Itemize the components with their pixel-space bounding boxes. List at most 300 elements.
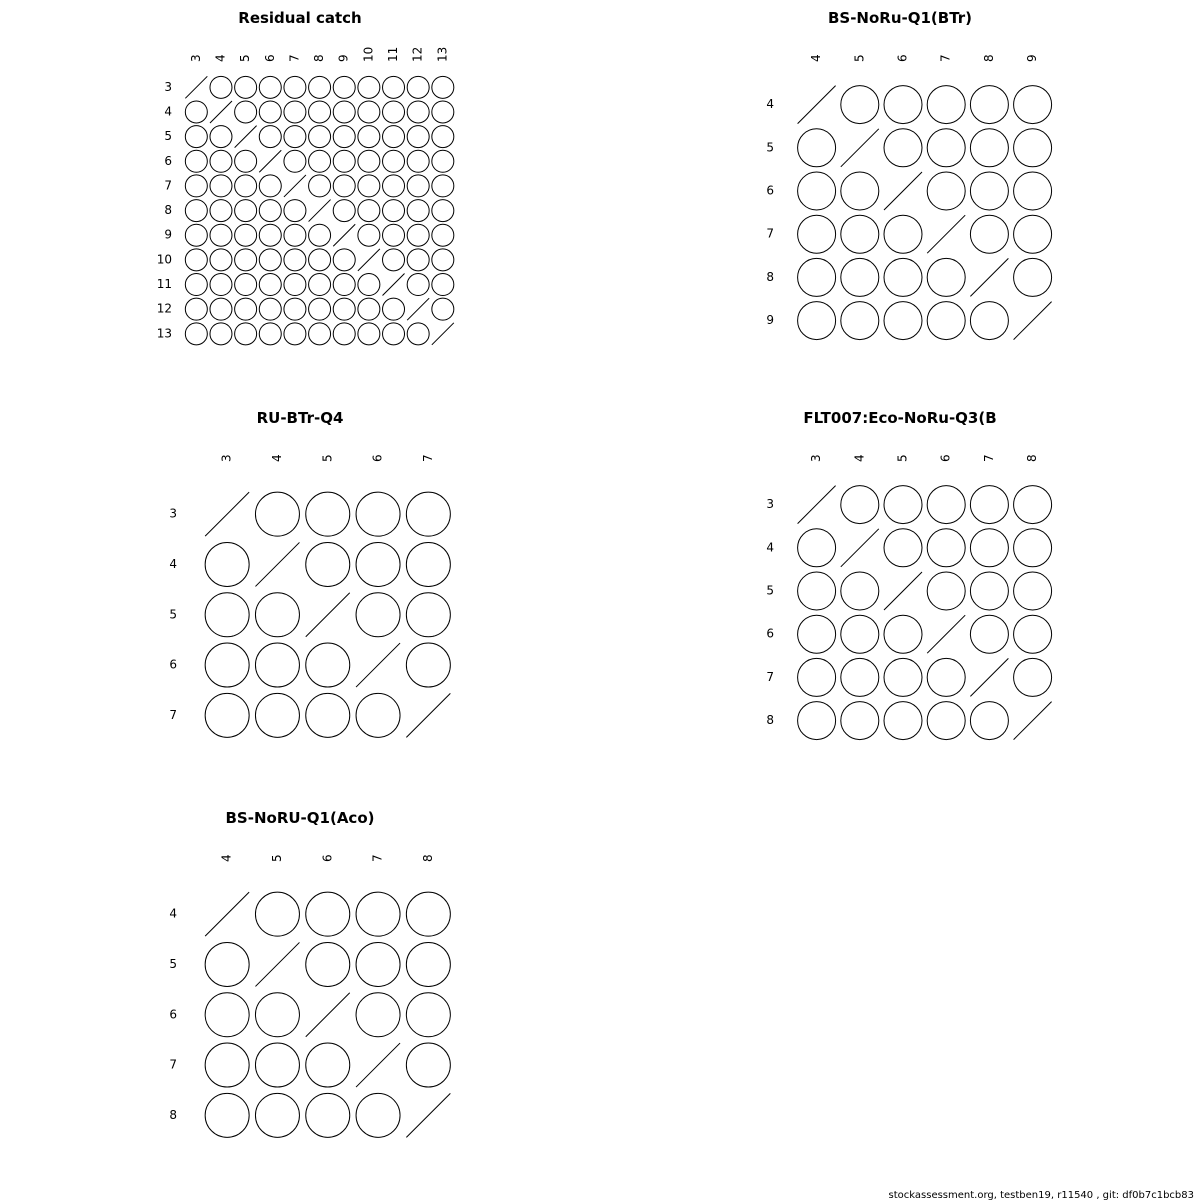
correlation-circle-mark [383, 249, 405, 271]
correlation-circle-mark [884, 615, 922, 653]
correlation-circle-mark [406, 892, 450, 936]
row-tick-label: 9 [164, 227, 172, 242]
correlation-circle-mark [333, 76, 355, 98]
correlation-circle-mark [235, 249, 257, 271]
correlation-circle-mark [841, 702, 879, 740]
row-tick-label: 13 [156, 326, 172, 341]
correlation-circle-mark [884, 215, 922, 253]
correlation-circle-mark [259, 224, 281, 246]
correlation-circle-mark [432, 224, 454, 246]
correlation-circle-mark [235, 175, 257, 197]
correlation-circle-mark [841, 302, 879, 340]
diagonal-slash-mark [841, 129, 879, 167]
row-tick-label: 10 [156, 252, 172, 267]
diagonal-slash-mark [333, 224, 355, 246]
row-tick-label: 7 [169, 1057, 177, 1072]
row-tick-label: 4 [164, 104, 172, 119]
correlation-circle-mark [841, 615, 879, 653]
correlation-circle-mark [259, 249, 281, 271]
correlation-circle-mark [210, 76, 232, 98]
row-tick-label: 5 [169, 956, 177, 971]
correlation-circle-mark [841, 658, 879, 696]
correlation-circle-mark [205, 693, 249, 737]
correlation-circle-mark [210, 224, 232, 246]
correlation-circle-mark [235, 298, 257, 320]
column-tick-label: 5 [320, 454, 335, 462]
correlation-circle-mark [235, 150, 257, 172]
correlation-circle-mark [841, 215, 879, 253]
correlation-circle-mark [432, 274, 454, 296]
correlation-circle-mark [309, 274, 331, 296]
correlation-circle-mark [407, 101, 429, 123]
correlation-circle-mark [309, 175, 331, 197]
correlation-circle-mark [358, 224, 380, 246]
correlation-circle-mark [185, 274, 207, 296]
row-tick-label: 6 [766, 626, 774, 641]
column-tick-label: 6 [262, 54, 277, 62]
correlation-circle-mark [407, 274, 429, 296]
correlation-circle-mark [205, 1093, 249, 1137]
correlation-circle-mark [432, 76, 454, 98]
row-tick-label: 8 [766, 713, 774, 728]
correlation-circle-mark [309, 150, 331, 172]
correlation-circle-mark [407, 200, 429, 222]
correlation-circle-mark [255, 643, 299, 687]
correlation-circle-mark [235, 224, 257, 246]
diagonal-slash-mark [970, 658, 1008, 696]
row-tick-label: 5 [169, 607, 177, 622]
correlation-circle-mark [970, 572, 1008, 610]
correlation-circle-mark [259, 298, 281, 320]
diagonal-slash-mark [306, 993, 350, 1037]
correlation-circle-mark [432, 200, 454, 222]
column-tick-label: 6 [320, 854, 335, 862]
correlation-circle-mark [185, 200, 207, 222]
correlation-circle-mark [205, 593, 249, 637]
correlation-circle-mark [235, 323, 257, 345]
correlation-panel-2 [766, 9, 1051, 340]
correlation-circle-mark [927, 86, 965, 124]
correlation-circle-mark [970, 529, 1008, 567]
correlation-circle-mark [798, 529, 836, 567]
correlation-circle-mark [185, 249, 207, 271]
correlation-circle-mark [927, 658, 965, 696]
diagonal-slash-mark [884, 172, 922, 210]
correlation-circle-mark [259, 323, 281, 345]
column-tick-label: 3 [219, 454, 234, 462]
correlation-circle-mark [185, 323, 207, 345]
row-tick-label: 6 [169, 657, 177, 672]
correlation-circle-mark [432, 101, 454, 123]
correlation-circle-mark [383, 175, 405, 197]
correlation-circle-mark [306, 693, 350, 737]
column-tick-label: 4 [213, 54, 228, 62]
correlation-circle-mark [284, 101, 306, 123]
row-tick-label: 7 [169, 707, 177, 722]
correlation-circle-mark [356, 693, 400, 737]
diagonal-slash-mark [798, 486, 836, 524]
correlation-circle-mark [1014, 486, 1052, 524]
correlation-circle-mark [970, 486, 1008, 524]
correlation-circle-mark [798, 572, 836, 610]
correlation-circle-mark [333, 126, 355, 148]
correlation-circle-mark [927, 529, 965, 567]
correlation-circle-mark [383, 76, 405, 98]
column-tick-label: 10 [361, 46, 376, 62]
correlation-circle-mark [798, 702, 836, 740]
row-tick-label: 7 [766, 669, 774, 684]
correlation-circle-mark [407, 126, 429, 148]
correlation-circle-mark [259, 175, 281, 197]
correlation-circle-mark [383, 298, 405, 320]
correlation-circle-mark [255, 892, 299, 936]
correlation-circle-mark [841, 486, 879, 524]
correlation-circle-mark [306, 643, 350, 687]
correlation-circle-mark [358, 200, 380, 222]
correlation-circle-mark [841, 258, 879, 296]
diagonal-slash-mark [927, 215, 965, 253]
correlation-circle-mark [407, 224, 429, 246]
correlation-circle-mark [407, 323, 429, 345]
correlation-circle-mark [333, 175, 355, 197]
row-tick-label: 6 [169, 1007, 177, 1022]
row-tick-label: 6 [766, 183, 774, 198]
correlation-circle-mark [356, 593, 400, 637]
correlation-circle-mark [884, 529, 922, 567]
column-tick-label: 4 [852, 454, 867, 462]
diagonal-slash-mark [841, 529, 879, 567]
column-tick-label: 7 [370, 854, 385, 862]
correlation-circle-mark [205, 1043, 249, 1087]
correlation-circle-mark [927, 258, 965, 296]
correlation-circle-mark [407, 150, 429, 172]
row-tick-label: 4 [169, 556, 177, 571]
correlation-circle-mark [333, 298, 355, 320]
diagonal-slash-mark [884, 572, 922, 610]
correlation-circle-mark [205, 942, 249, 986]
row-tick-label: 5 [766, 140, 774, 155]
correlation-circle-mark [309, 126, 331, 148]
diagonal-slash-mark [432, 323, 454, 345]
correlation-circle-mark [798, 215, 836, 253]
correlation-circle-mark [185, 175, 207, 197]
column-tick-label: 7 [981, 454, 996, 462]
correlation-circle-mark [798, 258, 836, 296]
diagonal-slash-mark [205, 892, 249, 936]
diagonal-slash-mark [358, 249, 380, 271]
diagonal-slash-mark [255, 942, 299, 986]
diagonal-slash-mark [309, 200, 331, 222]
correlation-circle-mark [970, 702, 1008, 740]
correlation-circle-mark [406, 1043, 450, 1087]
row-tick-label: 9 [766, 313, 774, 328]
correlation-circle-mark [970, 86, 1008, 124]
row-tick-label: 6 [164, 153, 172, 168]
row-tick-label: 5 [164, 129, 172, 144]
row-tick-label: 11 [156, 277, 172, 292]
correlation-circle-mark [255, 1043, 299, 1087]
column-tick-label: 9 [1025, 54, 1040, 62]
diagonal-slash-mark [970, 258, 1008, 296]
correlation-circle-mark [333, 150, 355, 172]
correlation-circle-mark [205, 542, 249, 586]
correlation-circle-mark [255, 993, 299, 1037]
correlation-circle-mark [356, 942, 400, 986]
row-tick-label: 8 [766, 269, 774, 284]
correlation-circle-mark [927, 172, 965, 210]
correlation-circle-mark [306, 892, 350, 936]
correlation-circle-mark [210, 323, 232, 345]
correlation-circle-mark [210, 249, 232, 271]
diagonal-slash-mark [259, 150, 281, 172]
correlation-circle-mark [255, 492, 299, 536]
correlation-circle-mark [185, 298, 207, 320]
correlation-circle-mark [432, 249, 454, 271]
correlation-circle-mark [1014, 572, 1052, 610]
correlation-circle-mark [309, 76, 331, 98]
correlation-circle-mark [210, 126, 232, 148]
correlation-circle-mark [333, 249, 355, 271]
row-tick-label: 4 [766, 540, 774, 555]
panel-title: RU-BTr-Q4 [256, 409, 344, 427]
column-tick-label: 4 [219, 854, 234, 862]
correlation-circle-mark [884, 658, 922, 696]
correlation-circle-mark [1014, 258, 1052, 296]
correlation-circle-mark [407, 175, 429, 197]
correlation-circle-mark [235, 101, 257, 123]
correlation-circle-mark [259, 200, 281, 222]
correlation-circle-mark [309, 249, 331, 271]
correlation-circle-mark [284, 200, 306, 222]
correlation-circle-mark [884, 258, 922, 296]
correlation-circle-mark [284, 298, 306, 320]
correlation-circle-mark [383, 224, 405, 246]
correlation-circle-mark [841, 86, 879, 124]
row-tick-label: 7 [766, 226, 774, 241]
correlation-circle-mark [358, 76, 380, 98]
correlation-circle-mark [205, 993, 249, 1037]
diagonal-slash-mark [1014, 702, 1052, 740]
diagonal-slash-mark [284, 175, 306, 197]
diagonal-slash-mark [255, 542, 299, 586]
row-tick-label: 4 [169, 906, 177, 921]
correlation-circle-mark [927, 129, 965, 167]
correlation-circle-mark [358, 150, 380, 172]
correlation-circle-mark [284, 126, 306, 148]
panel-title: FLT007:Eco-NoRu-Q3(B [803, 409, 997, 427]
correlation-circle-mark [284, 323, 306, 345]
column-tick-label: 8 [981, 54, 996, 62]
correlation-circle-mark [306, 542, 350, 586]
correlation-circle-mark [798, 615, 836, 653]
column-tick-label: 6 [895, 54, 910, 62]
correlation-circle-mark [235, 76, 257, 98]
correlation-circle-mark [383, 101, 405, 123]
panel-title: BS-NoRU-Q1(Aco) [225, 809, 375, 827]
correlation-circle-mark [259, 76, 281, 98]
correlation-circle-mark [884, 302, 922, 340]
column-tick-label: 13 [435, 46, 450, 62]
column-tick-label: 6 [938, 454, 953, 462]
correlation-circle-mark [205, 643, 249, 687]
column-tick-label: 7 [420, 454, 435, 462]
diagonal-slash-mark [210, 101, 232, 123]
correlation-circle-mark [406, 593, 450, 637]
correlation-circle-mark [309, 298, 331, 320]
correlation-circle-mark [432, 175, 454, 197]
correlation-circle-mark [798, 302, 836, 340]
correlation-circle-mark [210, 200, 232, 222]
correlation-circle-mark [309, 224, 331, 246]
correlation-circle-mark [407, 249, 429, 271]
row-tick-label: 7 [164, 178, 172, 193]
correlation-circle-mark [884, 702, 922, 740]
row-tick-label: 3 [169, 506, 177, 521]
row-tick-label: 8 [164, 203, 172, 218]
column-tick-label: 8 [420, 854, 435, 862]
correlation-circle-mark [356, 892, 400, 936]
correlation-circle-mark [970, 129, 1008, 167]
correlation-circle-mark [383, 126, 405, 148]
correlation-circle-mark [406, 942, 450, 986]
correlation-circle-mark [358, 274, 380, 296]
correlation-circle-mark [927, 302, 965, 340]
diagonal-slash-mark [205, 492, 249, 536]
correlation-circle-mark [884, 86, 922, 124]
diagonal-slash-mark [406, 693, 450, 737]
correlation-circle-mark [358, 126, 380, 148]
diagonal-slash-mark [356, 1043, 400, 1087]
panel-title: Residual catch [238, 9, 362, 27]
row-tick-label: 3 [766, 497, 774, 512]
correlation-circle-mark [1014, 615, 1052, 653]
row-tick-label: 4 [766, 97, 774, 112]
correlation-circle-mark [255, 693, 299, 737]
column-tick-label: 5 [269, 854, 284, 862]
column-tick-label: 12 [410, 46, 425, 62]
correlation-circle-mark [1014, 658, 1052, 696]
correlation-circle-mark [210, 175, 232, 197]
correlation-circle-mark [306, 492, 350, 536]
correlation-circle-mark [309, 101, 331, 123]
correlation-circle-mark [406, 542, 450, 586]
column-tick-label: 5 [895, 454, 910, 462]
correlation-circle-mark [259, 101, 281, 123]
correlation-circle-mark [255, 1093, 299, 1137]
correlation-circle-mark [333, 323, 355, 345]
correlation-circle-mark [284, 274, 306, 296]
correlation-circle-mark [406, 643, 450, 687]
correlation-circle-mark [927, 486, 965, 524]
correlation-circle-mark [210, 274, 232, 296]
correlation-circle-mark [406, 492, 450, 536]
correlation-circle-mark [432, 298, 454, 320]
correlation-circle-mark [841, 572, 879, 610]
correlation-circle-mark [927, 572, 965, 610]
diagonal-slash-mark [306, 593, 350, 637]
correlation-circle-mark [333, 101, 355, 123]
correlation-circle-mark [841, 172, 879, 210]
diagonal-slash-mark [1014, 302, 1052, 340]
panels [157, 9, 1052, 1137]
correlation-circle-mark [185, 101, 207, 123]
row-tick-label: 3 [164, 79, 172, 94]
correlation-circle-mark [406, 993, 450, 1037]
diagonal-slash-mark [383, 274, 405, 296]
correlation-circle-mark [235, 274, 257, 296]
correlation-circle-mark [358, 323, 380, 345]
row-tick-label: 8 [169, 1107, 177, 1122]
correlation-circle-mark [884, 486, 922, 524]
diagonal-slash-mark [798, 86, 836, 124]
column-tick-label: 7 [287, 54, 302, 62]
correlation-circle-mark [1014, 215, 1052, 253]
correlation-circle-mark [383, 150, 405, 172]
row-tick-label: 5 [766, 583, 774, 598]
correlation-circle-mark [970, 172, 1008, 210]
column-tick-label: 4 [809, 54, 824, 62]
correlation-circle-mark [306, 1043, 350, 1087]
column-tick-label: 11 [386, 46, 401, 62]
correlation-circle-mark [356, 542, 400, 586]
correlation-circle-mark [970, 302, 1008, 340]
correlation-circle-mark [1014, 129, 1052, 167]
correlation-circle-mark [356, 492, 400, 536]
correlation-circle-mark [333, 200, 355, 222]
correlation-circle-mark [1014, 172, 1052, 210]
correlation-circle-mark [255, 593, 299, 637]
correlation-circle-mark [185, 224, 207, 246]
correlation-circle-mark [798, 172, 836, 210]
column-tick-label: 9 [336, 54, 351, 62]
diagonal-slash-mark [235, 126, 257, 148]
footer-text: stockassessment.org, testben19, r11540 , git: df0b7c1bcb83 [888, 1190, 1194, 1200]
correlation-circle-mark [432, 126, 454, 148]
correlation-circle-mark [1014, 86, 1052, 124]
correlation-circle-mark [358, 101, 380, 123]
correlation-circle-mark [235, 200, 257, 222]
correlation-circle-mark [185, 150, 207, 172]
correlation-circle-mark [210, 150, 232, 172]
correlation-circle-mark [185, 126, 207, 148]
correlation-circle-mark [970, 615, 1008, 653]
correlation-circle-mark [284, 150, 306, 172]
column-tick-label: 6 [370, 454, 385, 462]
correlation-circle-mark [356, 1093, 400, 1137]
column-tick-label: 3 [809, 454, 824, 462]
correlation-circle-mark [210, 298, 232, 320]
correlation-circle-mark [358, 175, 380, 197]
correlation-circle-mark [356, 993, 400, 1037]
column-tick-label: 8 [312, 54, 327, 62]
correlation-circle-mark [798, 658, 836, 696]
correlation-circle-mark [306, 942, 350, 986]
correlation-circle-mark [383, 200, 405, 222]
correlation-circle-mark [798, 129, 836, 167]
correlation-panel-5 [169, 809, 450, 1137]
correlation-circle-mark [306, 1093, 350, 1137]
diagonal-slash-mark [185, 76, 207, 98]
row-tick-label: 12 [156, 301, 172, 316]
correlation-panel-1 [157, 9, 454, 345]
correlation-circle-mark [284, 76, 306, 98]
diagonal-slash-mark [406, 1093, 450, 1137]
correlation-circle-mark [407, 76, 429, 98]
correlation-circle-mark [884, 129, 922, 167]
correlation-circle-mark [383, 323, 405, 345]
column-tick-label: 5 [852, 54, 867, 62]
correlation-circle-mark [309, 323, 331, 345]
